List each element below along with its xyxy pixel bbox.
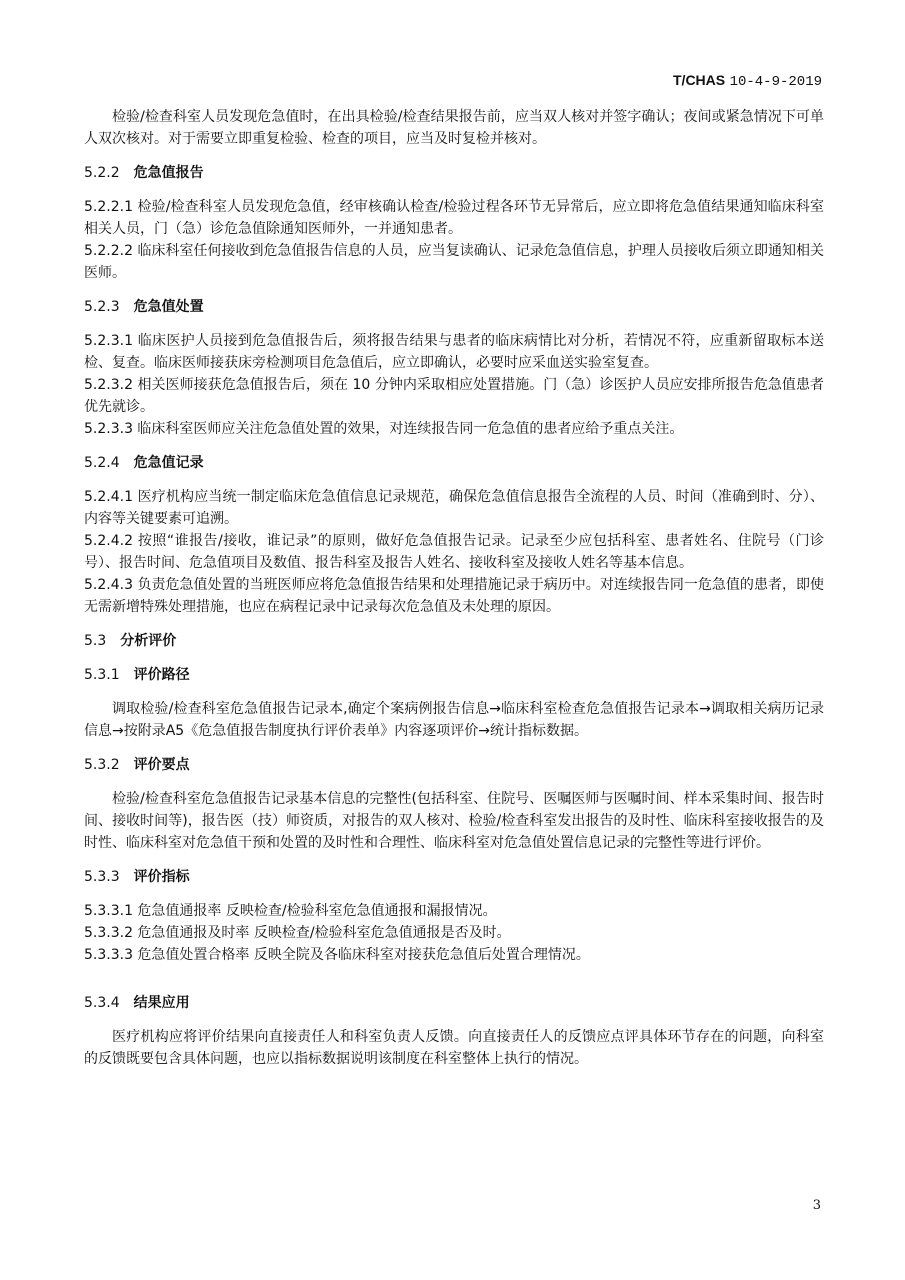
document-body bbox=[84, 106, 824, 1070]
section-heading bbox=[84, 866, 824, 888]
section-number: 5.3.1 bbox=[84, 667, 120, 683]
section-heading bbox=[84, 992, 824, 1014]
section-title: 危急值记录 bbox=[133, 455, 204, 471]
paragraph: 5.2.2.2 临床科室任何接收到危急值报告信息的人员，应当复读确认、记录危急值信息，护理人员接收后须立即通知相关医师。 bbox=[84, 243, 824, 281]
section-number: 5.3 bbox=[84, 633, 107, 649]
section-number: 5.3.4 bbox=[84, 995, 120, 1011]
section-title: 危急值处置 bbox=[133, 299, 204, 315]
section-heading bbox=[84, 664, 824, 686]
paragraph: 5.2.4.1 医疗机构应当统一制定临床危急值信息记录规范，确保危急值信息报告全流程的人员、时间（准确到时、分）、内容等关键要素可追溯。 bbox=[84, 489, 824, 527]
paragraph: 调取检验/检查科室危急值报告记录本,确定个案病例报告信息→临床科室检查危急值报告记录本→调取相关病历记录信息→按附录A5《危急值报告制度执行评价表单》内容逐项评价→统计指标数据。 bbox=[84, 701, 824, 739]
section-heading bbox=[84, 630, 824, 652]
paragraph: 5.2.3.1 临床医护人员接到危急值报告后，须将报告结果与患者的临床病情比对分析，若情况不符，应重新留取标本送检、复查。临床医师接获床旁检测项目危急值后，应立即确认，必要时应采血送实验室复查。 bbox=[84, 333, 824, 371]
paragraph: 5.2.3.2 相关医师接获危急值报告后，须在 10 分钟内采取相应处置措施。门（急）诊医护人员应安排所报告危急值患者优先就诊。 bbox=[84, 377, 824, 415]
paragraph: 5.2.2.1 检验/检查科室人员发现危急值，经审核确认检查/检验过程各环节无异常后，应立即将危急值结果通知临床科室相关人员，门（急）诊危急值除通知医师外，一并通知患者。 bbox=[84, 199, 824, 237]
paragraph: 5.3.3.1 危急值通报率 反映检查/检验科室危急值通报和漏报情况。 bbox=[84, 903, 497, 919]
page-number: 3 bbox=[812, 1198, 821, 1213]
section-number: 5.3.2 bbox=[84, 757, 120, 773]
paragraph: 检验/检查科室人员发现危急值时，在出具检验/检查结果报告前，应当双人核对并签字确认；夜间或紧急情况下可单人双次核对。对于需要立即重复检验、检查的项目，应当及时复检并核对。 bbox=[84, 109, 824, 147]
section-heading bbox=[84, 754, 824, 776]
section-number: 5.2.3 bbox=[84, 299, 120, 315]
section-title: 评价路径 bbox=[133, 667, 190, 683]
paragraph: 5.3.3.3 危急值处置合格率 反映全院及各临床科室对接获危急值后处置合理情况。 bbox=[84, 947, 590, 963]
standard-number: 10-4-9-2019 bbox=[729, 74, 822, 90]
paragraph: 5.2.4.3 负责危急值处置的当班医师应将危急值报告结果和处理措施记录于病历中。对连续报告同一危急值的患者，即使无需新增特殊处理措施，也应在病程记录中记录每次危急值及未处理的原因。 bbox=[84, 577, 824, 615]
section-title: 评价指标 bbox=[133, 869, 190, 885]
standard-code bbox=[673, 72, 822, 90]
paragraph: 5.2.4.2 按照“谁报告/接收，谁记录”的原则，做好危急值报告记录。记录至少应包括科室、患者姓名、住院号（门诊号）、报告时间、危急值项目及数值、报告科室及报告人姓名、接收科室及接收人姓名等基本信息。 bbox=[84, 533, 824, 571]
paragraph: 检验/检查科室危急值报告记录基本信息的完整性(包括科室、住院号、医嘱医师与医嘱时间、样本采集时间、报告时间、接收时间等)，报告医（技）师资质，对报告的双人核对、检验/检查科室发出报告的及时性、临床科室接收报告的及时性、临床科室对危急值干预和处置的及时性和合理性、临床科室对危急值处置信息记录的完整性等进行评价。 bbox=[84, 791, 824, 851]
section-title: 评价要点 bbox=[133, 757, 190, 773]
paragraph: 医疗机构应将评价结果向直接责任人和科室负责人反馈。向直接责任人的反馈应点评具体环节存在的问题，向科室的反馈既要包含具体问题，也应以指标数据说明该制度在科室整体上执行的情况。 bbox=[84, 1029, 824, 1067]
paragraph: 5.2.3.3 临床科室医师应关注危急值处置的效果，对连续报告同一危急值的患者应给予重点关注。 bbox=[84, 421, 684, 437]
standard-prefix: T/CHAS bbox=[673, 72, 726, 88]
section-number: 5.2.4 bbox=[84, 455, 120, 471]
section-title: 危急值报告 bbox=[133, 165, 204, 181]
section-number: 5.2.2 bbox=[84, 165, 120, 181]
section-title: 结果应用 bbox=[133, 995, 190, 1011]
section-number: 5.3.3 bbox=[84, 869, 120, 885]
section-heading bbox=[84, 452, 824, 474]
section-title: 分析评价 bbox=[120, 633, 177, 649]
paragraph: 5.3.3.2 危急值通报及时率 反映检查/检验科室危急值通报是否及时。 bbox=[84, 925, 511, 941]
section-heading bbox=[84, 296, 824, 318]
section-heading bbox=[84, 162, 824, 184]
